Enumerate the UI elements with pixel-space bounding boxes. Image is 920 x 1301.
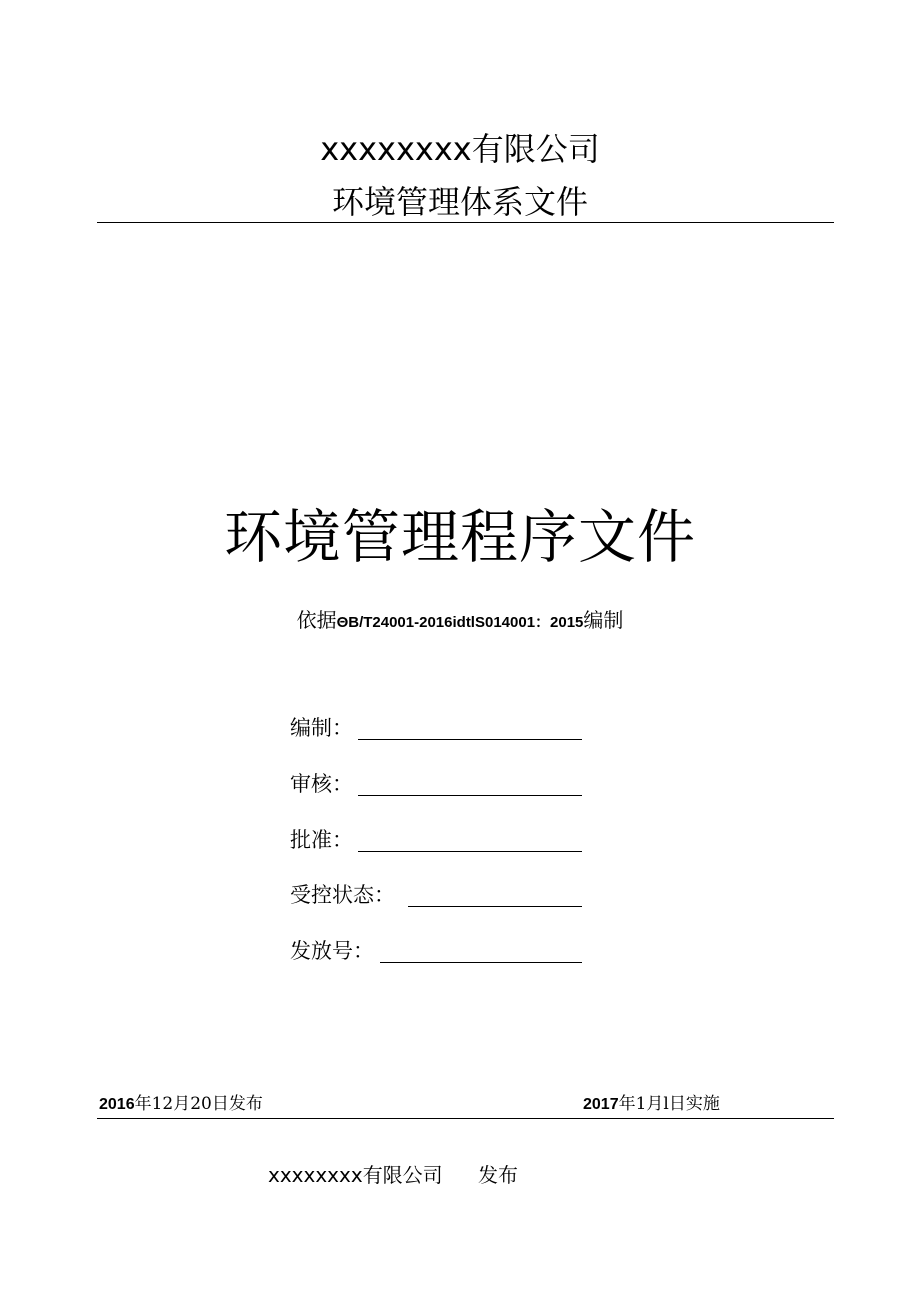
field-label: 受控状态： [290, 883, 395, 907]
field-label: 编制： [290, 716, 353, 740]
field-blank-line [408, 906, 582, 907]
field-compiled-by [290, 712, 590, 744]
system-title-header: 环境管理体系文件 [331, 183, 588, 221]
publish-date-rest: 年12月20日发布 [134, 1094, 263, 1114]
effective-date [583, 1092, 720, 1117]
field-blank-line [358, 795, 582, 796]
field-label: 发放号： [290, 939, 374, 963]
effective-year: 2017 [583, 1096, 619, 1113]
effective-date-rest: 年1月l日实施 [618, 1094, 720, 1114]
field-control-status [290, 879, 590, 911]
basis-suffix: 编制 [583, 608, 624, 632]
field-blank-line [380, 962, 582, 963]
header-divider [97, 222, 834, 223]
publish-date [99, 1092, 263, 1117]
publish-year: 2016 [99, 1096, 135, 1113]
company-name-header: xxxxxxxx有限公司 [320, 130, 600, 168]
footer-company: xxxxxxxx有限公司 [268, 1163, 443, 1187]
field-blank-line [358, 739, 582, 740]
field-label: 审核： [290, 772, 353, 796]
basis-standard: ΘB/T24001-2016idtlS014001：2015 [336, 614, 584, 631]
field-reviewed-by [290, 768, 590, 800]
footer-publish-action: 发布 [478, 1163, 518, 1187]
field-approved-by [290, 824, 590, 856]
field-issue-number [290, 935, 590, 967]
field-blank-line [358, 851, 582, 852]
standard-basis [0, 606, 920, 637]
document-title: 环境管理程序文件 [223, 503, 696, 571]
field-label: 批准： [290, 828, 353, 852]
basis-prefix: 依据 [296, 608, 337, 632]
date-divider [97, 1118, 834, 1119]
